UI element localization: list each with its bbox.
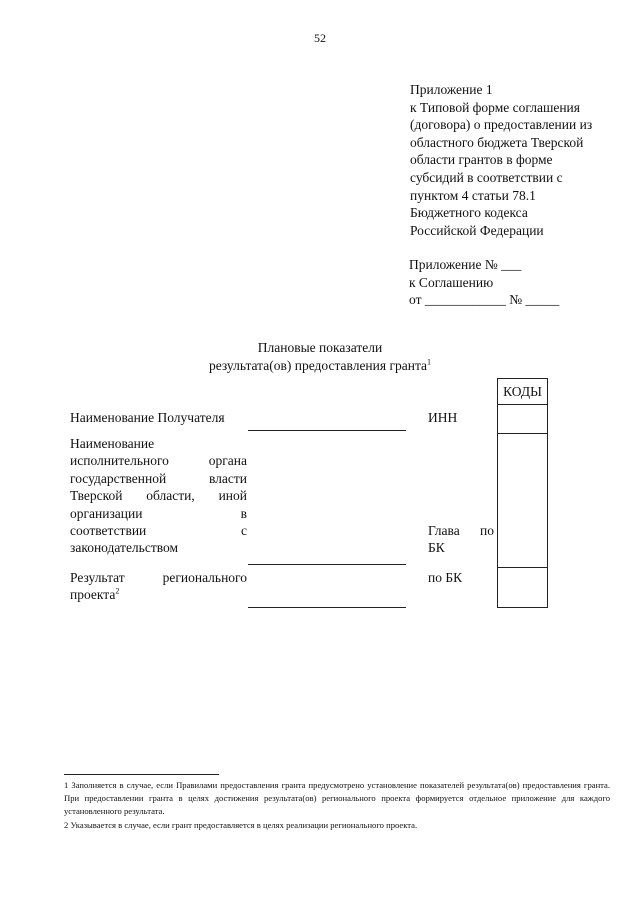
chapter-label-line: БК bbox=[428, 540, 445, 556]
chapter-bk-label bbox=[428, 522, 494, 557]
title-line-2-text: результата(ов) предоставления гранта bbox=[208, 357, 428, 373]
inn-label: ИНН bbox=[428, 410, 458, 425]
appendix-line: пунктом 4 статьи 78.1 bbox=[410, 187, 536, 203]
codes-header: КОДЫ bbox=[498, 379, 547, 405]
footnote-2: 2 Указывается в случае, если грант предоставляется в целях реализации регионального проекта. bbox=[64, 819, 418, 830]
form-title bbox=[150, 339, 490, 374]
authority-label-line: Наименование bbox=[70, 436, 155, 451]
recipient-name-line bbox=[248, 430, 406, 431]
appendix-header bbox=[410, 81, 625, 239]
footnote-separator bbox=[64, 774, 219, 775]
authority-label-line: исполнительного органа bbox=[70, 453, 247, 469]
agreement-attachment-header bbox=[409, 256, 624, 309]
appendix-line: областного бюджета Тверской bbox=[410, 134, 584, 150]
title-line-1: Плановые показатели bbox=[257, 340, 383, 355]
authority-label-line: государственной власти bbox=[70, 470, 247, 486]
appendix-line: (договора) о предоставлении из bbox=[410, 117, 593, 133]
codes-table bbox=[497, 378, 548, 608]
appendix-line: субсидий в соответствии с bbox=[410, 169, 563, 185]
title-line-2 bbox=[150, 357, 490, 375]
attachment-date-number: от ____________ № _____ bbox=[409, 292, 560, 308]
project-label-line: Результат регионального bbox=[70, 570, 247, 585]
authority-label-line: соответствии с bbox=[70, 523, 247, 539]
footnote-ref-1: 1 bbox=[427, 357, 432, 366]
attachment-to-agreement: к Соглашению bbox=[409, 274, 494, 290]
authority-label-line: Тверской области, иной bbox=[70, 488, 247, 504]
authority-name-line bbox=[248, 564, 406, 565]
appendix-line: области грантов в форме bbox=[410, 152, 553, 168]
bk-label: по БК bbox=[428, 570, 463, 585]
project-result-line bbox=[248, 607, 406, 608]
project-label-line-2 bbox=[70, 586, 247, 603]
project-result-label bbox=[70, 569, 247, 604]
footnotes bbox=[64, 779, 610, 832]
appendix-line: Российской Федерации bbox=[410, 222, 544, 238]
page-number: 52 bbox=[314, 31, 326, 45]
footnote-ref-2: 2 bbox=[115, 586, 120, 596]
chapter-label-line: Глава по bbox=[428, 523, 494, 538]
project-label-text: проекта bbox=[70, 587, 116, 603]
appendix-line: Бюджетного кодекса bbox=[410, 205, 528, 221]
authority-label-line: законодательством bbox=[70, 540, 179, 556]
codes-cell-divider bbox=[498, 433, 547, 434]
attachment-number: Приложение № ___ bbox=[409, 257, 522, 272]
appendix-line: Приложение 1 bbox=[410, 82, 493, 97]
recipient-label: Наименование Получателя bbox=[70, 410, 225, 425]
authority-label-line: организации в bbox=[70, 505, 247, 521]
codes-cell-divider bbox=[498, 567, 547, 568]
authority-label bbox=[70, 435, 247, 557]
appendix-line: к Типовой форме соглашения bbox=[410, 99, 580, 115]
footnote-1: 1 Заполняется в случае, если Правилами предоставления гранта предусмотрено установление показателей результата(ов) предоставления гранта. При предоставлении гранта в целях достижения результата(ов) регионального проекта формируется отдельное приложение для каждого установленного результата. bbox=[64, 780, 610, 817]
